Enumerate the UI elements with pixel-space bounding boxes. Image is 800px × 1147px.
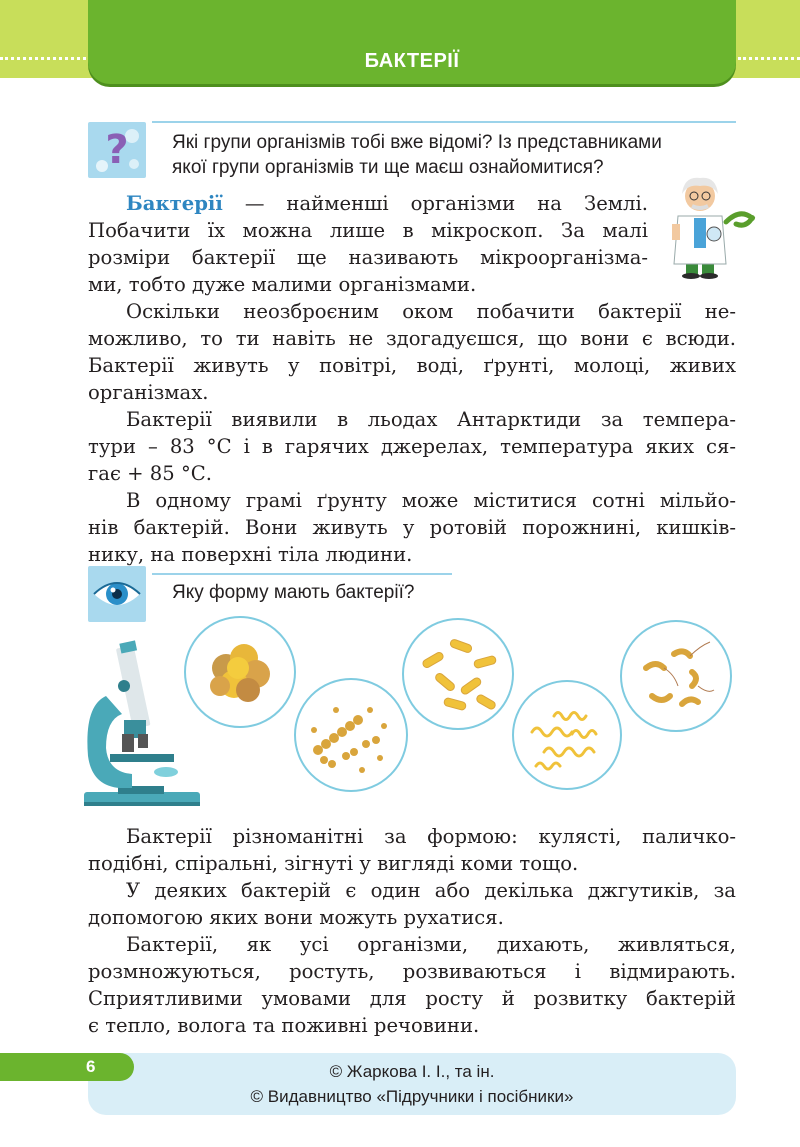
scientist-illustration bbox=[666, 172, 758, 280]
text-line: подібні, спіральні, зігнуті у вигляді коми тощо. bbox=[88, 852, 579, 875]
bacteria-vibrios bbox=[620, 620, 732, 732]
intro-paragraph bbox=[88, 190, 648, 298]
copyright-authors: © Жаркова І. І., та ін. bbox=[329, 1062, 495, 1081]
text-line: У деяких бактерій є один або декілька джгутиків, за bbox=[126, 879, 736, 902]
svg-text:?: ? bbox=[105, 127, 129, 173]
text-line: В одному грамі ґрунту може міститися сотні мільйо- bbox=[126, 489, 736, 512]
text-line: гає + 85 °С. bbox=[88, 462, 212, 485]
text-line: Бактерії живуть у повітрі, воді, ґрунті, молоці, живих bbox=[88, 354, 736, 377]
bacteria-bacilli bbox=[402, 618, 514, 730]
header-dots-left bbox=[0, 57, 86, 60]
eye-icon bbox=[88, 566, 146, 622]
text-line: Бактерії, як усі організми, дихають, живляться, bbox=[126, 933, 736, 956]
body-paragraph-6 bbox=[88, 931, 736, 1039]
text-line: можливо, то ти навіть не здогадуєшся, що вони є всюди. bbox=[88, 327, 736, 350]
question-mark-icon bbox=[88, 122, 146, 178]
observe-rule bbox=[152, 573, 452, 575]
bacteria-spirilla bbox=[512, 680, 622, 790]
text-line: розмножуються, ростуть, розвиваються і відмирають. bbox=[88, 960, 736, 983]
bacteria-streptococci bbox=[294, 678, 408, 792]
text-line: допомогою яких вони можуть рухатися. bbox=[88, 906, 504, 929]
intro-line-2: Побачити їх можна лише в мікроскоп. За малі bbox=[88, 219, 648, 242]
body-paragraph-5 bbox=[88, 877, 736, 931]
question-line-2: якої групи організмів ти ще маєш ознайомитися? bbox=[172, 157, 604, 178]
bacteria-cocci-cluster bbox=[184, 616, 296, 728]
term-bacteria: Бактерії bbox=[126, 192, 223, 215]
page-title: БАКТЕРІЇ bbox=[364, 50, 460, 72]
text-line: організмах. bbox=[88, 381, 209, 404]
text-line: є тепло, волога та поживні речовини. bbox=[88, 1014, 480, 1037]
text-line: Сприятливими умовами для росту й розвитку бактерій bbox=[88, 987, 736, 1010]
observe-question: Яку форму мають бактерії? bbox=[172, 582, 415, 603]
copyright-publisher: © Видавництво «Підручники і посібники» bbox=[250, 1087, 574, 1106]
question-line-1: Які групи організмів тобі вже відомі? Із представниками bbox=[172, 132, 662, 153]
page-number: 6 bbox=[86, 1057, 96, 1076]
text-line: тури – 83 °С і в гарячих джерелах, температура яких ся- bbox=[88, 435, 736, 458]
text-line: нів бактерій. Вони живуть у ротовій порожнині, кишків- bbox=[88, 516, 736, 539]
intro-line-4: ми, тобто дуже малими організмами. bbox=[88, 273, 477, 296]
body-paragraph-2 bbox=[88, 406, 736, 487]
text-line: Бактерії різноманітні за формою: кулясті, паличко- bbox=[126, 825, 736, 848]
intro-line-1-rest: — найменші організми на Землі. bbox=[222, 192, 648, 215]
body-paragraph-1 bbox=[88, 298, 736, 406]
intro-line-1 bbox=[88, 190, 648, 217]
body-paragraph-4 bbox=[88, 823, 736, 877]
text-line: Оскільки неозброєним оком побачити бактерії не- bbox=[126, 300, 736, 323]
intro-line-3: розміри бактерії ще називають мікроорганізма- bbox=[88, 246, 648, 269]
text-line: нику, на поверхні тіла людини. bbox=[88, 543, 413, 566]
body-paragraph-3 bbox=[88, 487, 736, 568]
text-line: Бактерії виявили в льодах Антарктиди за темпера- bbox=[126, 408, 736, 431]
header-dots-right bbox=[738, 57, 800, 60]
question-rule bbox=[152, 121, 736, 123]
